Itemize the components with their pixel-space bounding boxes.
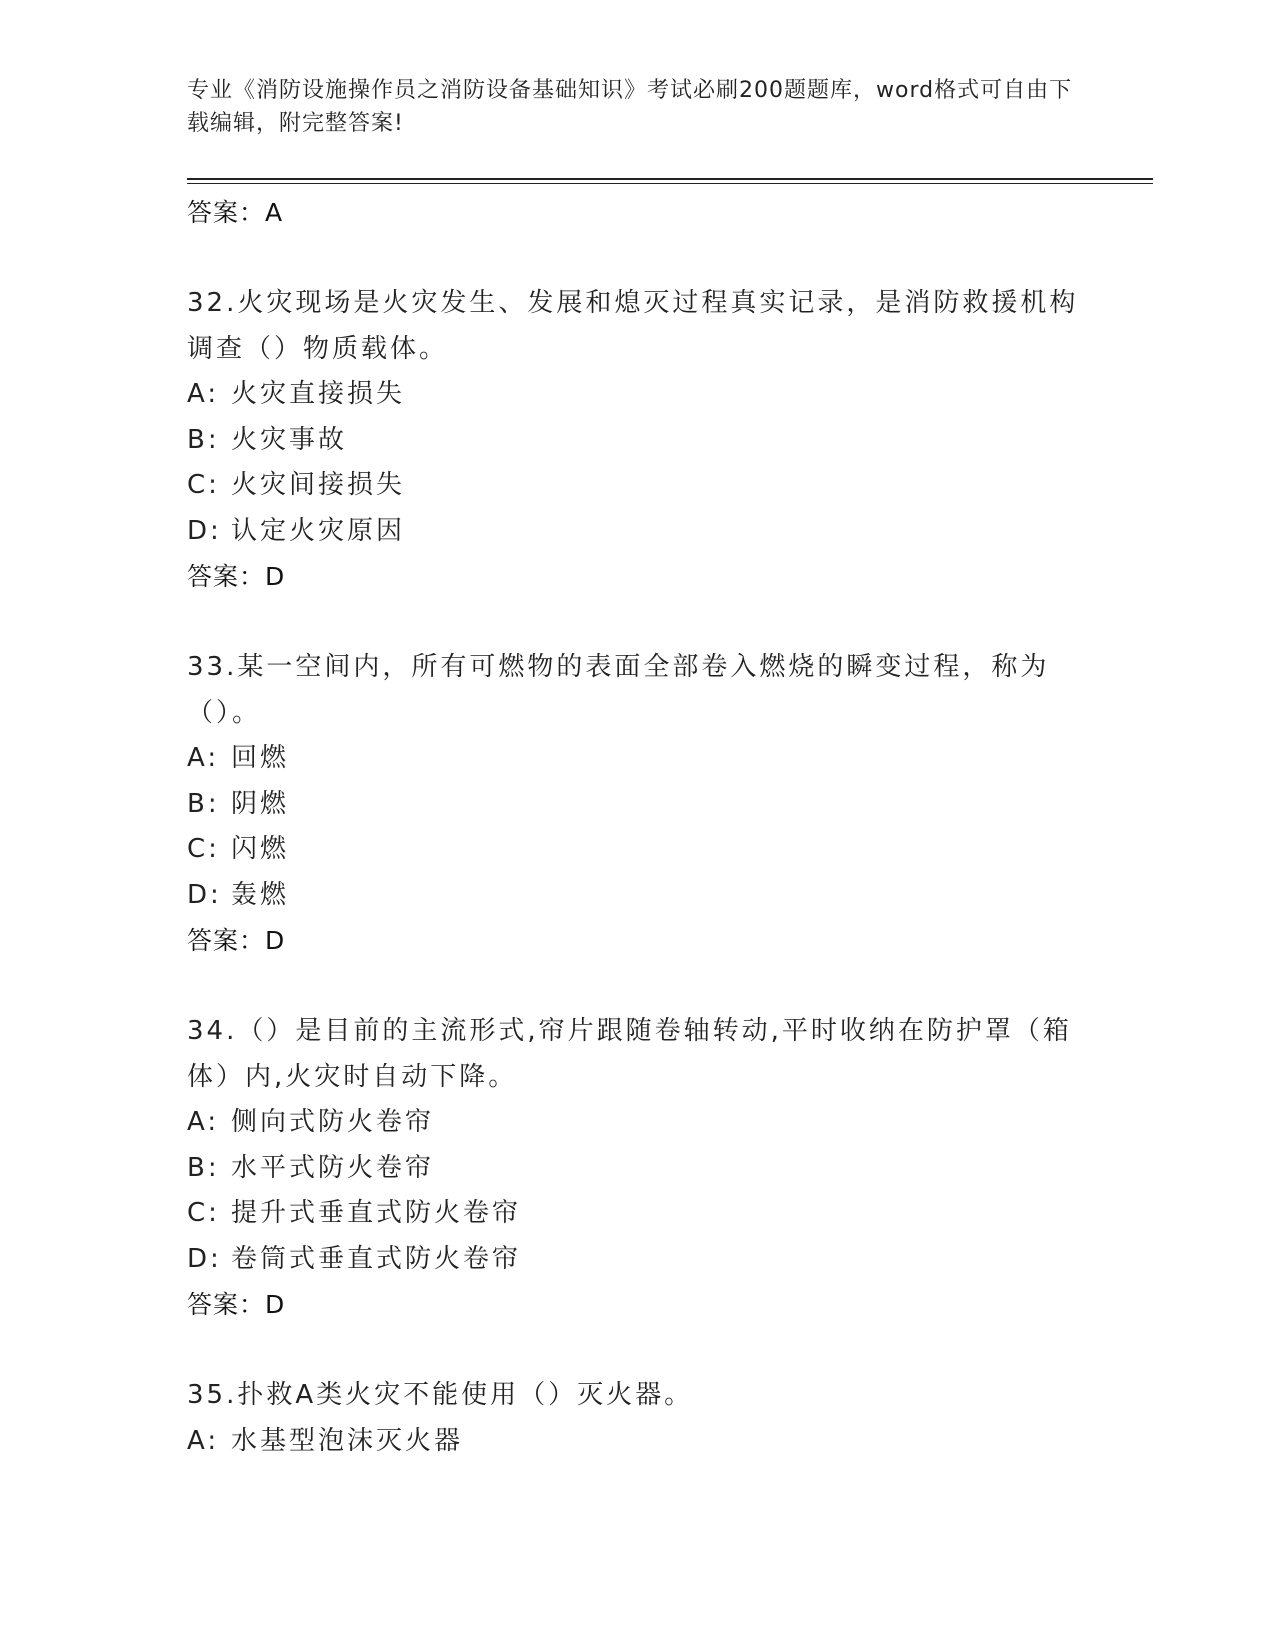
- header-divider-thick: [187, 178, 1153, 180]
- option-b: [187, 418, 1087, 464]
- option-key: C:: [187, 1198, 220, 1228]
- option-key: B:: [187, 788, 220, 819]
- header-divider-thin: [187, 183, 1153, 184]
- option-key: C:: [187, 470, 220, 500]
- option-text: 水基型泡沫灭火器: [231, 1425, 464, 1456]
- option-text: 火灾事故: [231, 424, 348, 455]
- option-c: [187, 463, 1087, 509]
- option-text: 火灾间接损失: [231, 470, 406, 500]
- question-list: [187, 190, 1087, 1464]
- option-text: 闪燃: [231, 834, 290, 864]
- option-d: [187, 509, 1087, 555]
- option-c: [187, 1191, 1087, 1237]
- option-text: 轰燃: [231, 879, 290, 910]
- question-stem: 34.（）是目前的主流形式,帘片跟随卷轴转动,平时收纳在防护罩（箱体）内,火灾时自动下降。: [187, 1016, 1072, 1092]
- question-stem: 32.火灾现场是火灾发生、发展和熄灭过程真实记录，是消防救援机构调查（）物质载体。: [187, 288, 1079, 364]
- option-b: [187, 782, 1087, 828]
- option-key: D:: [187, 879, 222, 910]
- option-a: [187, 736, 1087, 782]
- option-key: A:: [187, 1107, 220, 1137]
- option-text: 回燃: [231, 743, 290, 773]
- option-key: B:: [187, 1152, 220, 1183]
- option-key: C:: [187, 834, 220, 864]
- option-text: 卷筒式垂直式防火卷帘: [231, 1243, 522, 1274]
- answer-line: 答案：A: [187, 198, 284, 227]
- option-a: [187, 1100, 1087, 1146]
- option-text: 阴燃: [231, 788, 290, 819]
- option-text: 侧向式防火卷帘: [231, 1107, 435, 1137]
- question-stem: 33.某一空间内，所有可燃物的表面全部卷入燃烧的瞬变过程，称为（）。: [187, 652, 1050, 728]
- option-a: [187, 372, 1087, 418]
- option-key: D:: [187, 1243, 222, 1274]
- option-d: [187, 873, 1087, 919]
- answer-line: 答案：D: [187, 1290, 286, 1319]
- answer-line: 答案：D: [187, 926, 286, 955]
- option-key: A:: [187, 743, 220, 773]
- option-text: 提升式垂直式防火卷帘: [231, 1198, 522, 1228]
- option-text: 水平式防火卷帘: [231, 1152, 435, 1183]
- option-text: 火灾直接损失: [231, 379, 406, 409]
- header-title: 专业《消防设施操作员之消防设备基础知识》考试必刷200题题库，word格式可自由下载编辑，附完整答案!: [187, 78, 1073, 136]
- option-b: [187, 1146, 1087, 1192]
- option-c: [187, 827, 1087, 873]
- option-text: 认定火灾原因: [231, 515, 406, 546]
- option-key: B:: [187, 424, 220, 455]
- option-key: A:: [187, 1425, 220, 1456]
- question-stem: 35.扑救A类火灾不能使用（）灭火器。: [187, 1380, 694, 1410]
- option-key: D:: [187, 515, 222, 546]
- option-key: A:: [187, 379, 220, 409]
- option-a: [187, 1419, 1087, 1465]
- answer-line: 答案：D: [187, 562, 286, 591]
- option-d: [187, 1237, 1087, 1283]
